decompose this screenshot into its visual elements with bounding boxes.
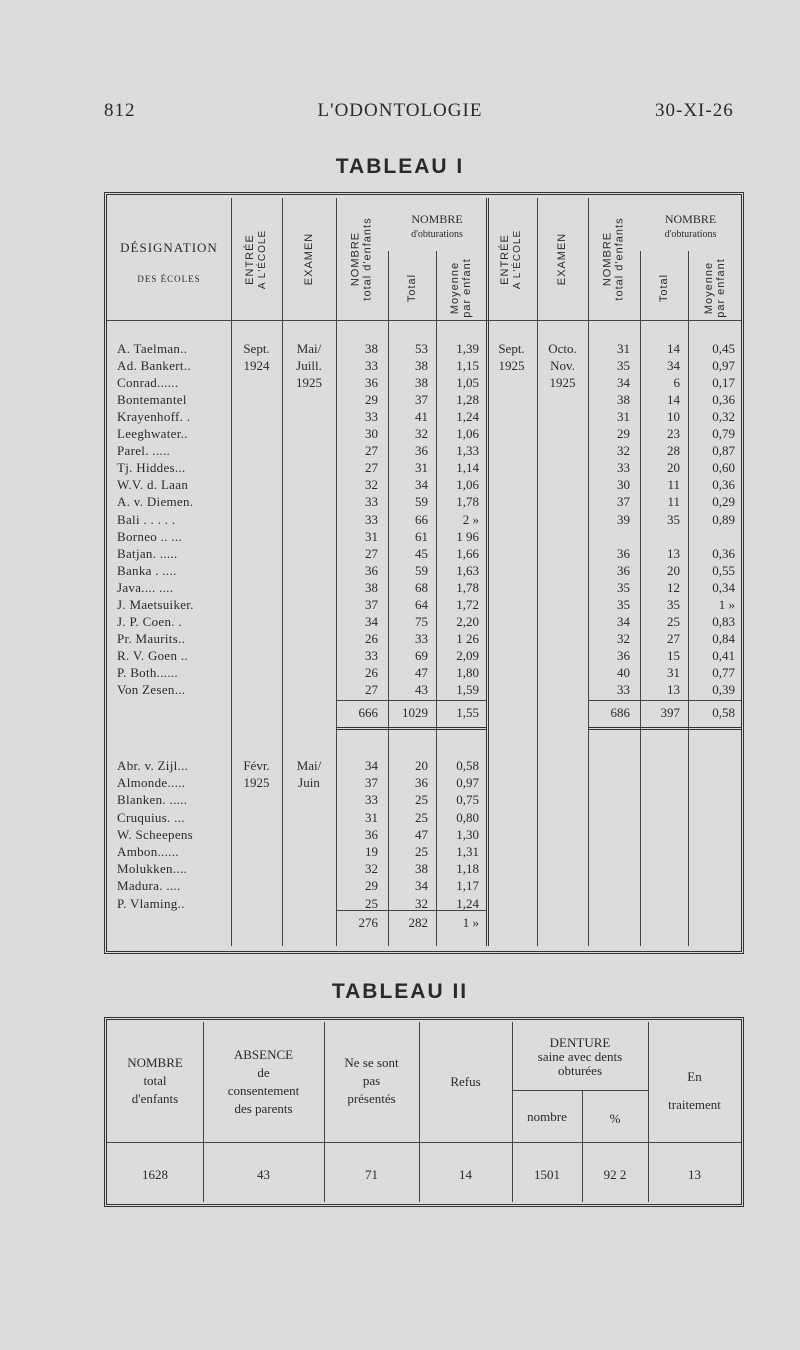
table-cell: 38 (617, 392, 630, 408)
tableau2-value: 43 (257, 1167, 270, 1182)
table-cell: 0,39 (712, 682, 735, 697)
table-cell: 41 (415, 409, 428, 425)
table-cell: 27 (667, 630, 680, 646)
table-cell: 33 (365, 792, 378, 808)
table-cell: 32 (415, 426, 428, 442)
t2-header-pct: % (609, 1111, 621, 1126)
table-cell: 14 (667, 392, 680, 408)
journal-title: L'ODONTOLOGIE (317, 100, 483, 121)
t2-header-absence: ABSENCE de consentement des parents (227, 1047, 300, 1116)
table-cell: 47 (415, 664, 428, 680)
table-cell: 0,83 (712, 613, 735, 629)
table-cell: 1 96 (456, 528, 479, 544)
table-cell: 61 (415, 528, 428, 544)
header-designation: DÉSIGNATION (120, 240, 218, 255)
header-moyenne-2: Moyenne par enfant (702, 258, 727, 318)
page-number: 812 (104, 100, 136, 121)
table-cell: 0,75 (456, 792, 479, 808)
t2-header-presentes: Ne se sont pas présentés (344, 1055, 399, 1106)
total-cell: 1,55 (456, 705, 479, 720)
table-cell: 20 (667, 562, 680, 578)
table-cell: 38 (415, 358, 428, 374)
table-cell: 32 (365, 477, 378, 493)
table-cell: 0,87 (712, 443, 735, 459)
tableau2-value: 1628 (142, 1167, 168, 1182)
table-cell: 0,55 (712, 562, 735, 578)
header-total-1: Total (406, 273, 418, 303)
table-cell: 37 (617, 494, 630, 510)
table-cell: 0,79 (712, 426, 735, 442)
tableau2-value: 1501 (534, 1167, 560, 1182)
table-cell: 69 (415, 647, 428, 663)
table-cell: 39 (617, 511, 630, 527)
table-cell: 36 (617, 562, 630, 578)
table-cell: 36 (365, 826, 378, 842)
table-cell: 23 (667, 426, 680, 442)
table-cell: 1,78 (456, 579, 479, 595)
table-cell: 1,05 (456, 375, 479, 391)
table-cell: 32 (617, 630, 630, 646)
table-cell: 0,97 (456, 775, 479, 791)
table-cell: 13 (667, 545, 680, 561)
table-cell: 1,15 (456, 358, 479, 374)
school-name: Almonde..... (117, 775, 186, 791)
table-cell: 0,29 (712, 494, 735, 510)
table-cell: 37 (365, 596, 378, 612)
table-cell: 33 (617, 682, 630, 697)
table-cell: 0,77 (712, 664, 735, 680)
school-name: Borneo .. ... (117, 528, 182, 544)
table-cell: 38 (365, 579, 378, 595)
table-cell: 35 (617, 579, 630, 595)
g1-entree-2: Sept. 1925 (498, 341, 525, 373)
school-name: Tj. Hiddes... (117, 460, 186, 476)
school-name: Java.... .... (117, 579, 174, 595)
table-cell: 1,30 (456, 826, 479, 842)
total-cell: 0,58 (712, 705, 735, 720)
table-cell: 0,80 (456, 809, 479, 825)
header-total-2: Total (658, 273, 670, 303)
table-cell: 0,84 (712, 630, 735, 646)
table-cell: 40 (617, 664, 630, 680)
table-cell: 33 (365, 647, 378, 663)
g1-examen-1: Mai/ Juill. 1925 (296, 341, 322, 390)
table-cell: 36 (617, 545, 630, 561)
table-cell: 0,97 (712, 358, 735, 374)
table-cell: 1,80 (456, 664, 479, 680)
table-cell: 1,66 (456, 545, 479, 561)
table-cell: 34 (617, 375, 630, 391)
header-entree-1: ENTRÉE A L'ÉCOLE (244, 229, 268, 289)
header-nombre-2: NOMBRE total d'enfants (602, 217, 626, 301)
school-name: W. Scheepens (117, 826, 194, 842)
table-cell: 1,78 (456, 494, 479, 510)
header-nombre-1: NOMBRE total d'enfants (350, 217, 374, 301)
table-cell: 19 (365, 844, 378, 859)
table-cell: 31 (415, 460, 428, 476)
table-cell: 34 (617, 613, 630, 629)
table-cell: 27 (365, 460, 378, 476)
table-cell: 25 (415, 844, 428, 859)
g1-entree-1: Sept. 1924 (243, 341, 270, 373)
t2-header-traitement: En traitement (668, 1069, 721, 1112)
t2-header-denture: DENTURE saine avec dents obturées (537, 1035, 623, 1078)
table-cell: 1,17 (456, 878, 479, 894)
table-cell: 0,89 (712, 511, 735, 527)
table-cell: 0,34 (712, 579, 735, 595)
table-cell: 12 (667, 579, 680, 595)
header-moyenne-1: Moyenne par enfant (449, 258, 474, 318)
table-cell: 33 (365, 494, 378, 510)
table-cell: 75 (415, 613, 428, 629)
table-cell: 0,32 (712, 409, 735, 425)
t2-header-refus: Refus (450, 1074, 481, 1089)
header-obturations-2: NOMBRE d'obturations (664, 212, 717, 240)
tableau2-title: TABLEAU II (331, 980, 469, 1003)
table-cell: 33 (365, 358, 378, 374)
table-cell: 47 (415, 826, 428, 842)
school-name: Bali . . . . . (117, 511, 176, 527)
g2-entree-1: Févr. 1925 (243, 758, 270, 790)
table-cell: 35 (617, 596, 630, 612)
table-cell: 13 (667, 682, 680, 697)
table-cell: 31 (617, 409, 630, 425)
table-cell: 33 (365, 409, 378, 425)
table-cell: 1,24 (456, 895, 479, 911)
school-name: P. Both...... (117, 664, 178, 680)
table-cell: 1,72 (456, 596, 479, 612)
table-cell: 0,45 (712, 341, 735, 356)
table-cell: 1,06 (456, 477, 479, 493)
total-cell: 1029 (402, 705, 428, 720)
school-name: Cruquius. ... (117, 809, 185, 825)
table-cell: 0,58 (456, 758, 479, 773)
school-name: Batjan. ..... (117, 545, 178, 561)
table-cell: 36 (617, 647, 630, 663)
header-entree-2: ENTRÉE A L'ÉCOLE (499, 229, 523, 289)
table-cell: 1 26 (456, 630, 479, 646)
school-name: A. v. Diemen. (117, 494, 194, 510)
table-cell: 35 (617, 358, 630, 374)
table-cell: 36 (365, 562, 378, 578)
table-cell: 38 (365, 341, 378, 356)
table-cell: 36 (415, 443, 428, 459)
header-examen-1: EXAMEN (303, 232, 315, 286)
table-cell: 2 » (462, 511, 479, 527)
table-cell: 34 (667, 358, 680, 374)
school-name: J. Maetsuiker. (117, 596, 194, 612)
table-cell: 1,06 (456, 426, 479, 442)
school-name: R. V. Goen .. (117, 647, 188, 663)
school-name: Ad. Bankert.. (117, 358, 191, 374)
table-cell: 32 (415, 895, 428, 911)
table-cell: 14 (667, 341, 680, 356)
table-cell: 2,20 (456, 613, 479, 629)
table-cell: 34 (365, 758, 378, 773)
table-cell: 64 (415, 596, 428, 612)
table-cell: 25 (667, 613, 680, 629)
school-name: P. Vlaming.. (117, 895, 185, 911)
table-cell: 31 (365, 809, 378, 825)
table-cell: 59 (415, 562, 428, 578)
table-cell: 1,14 (456, 460, 479, 476)
school-name: Conrad...... (117, 375, 179, 391)
g1-examen-2: Octo. Nov. 1925 (548, 341, 577, 390)
table-cell: 30 (365, 426, 378, 442)
table-cell: 30 (617, 477, 630, 493)
table-cell: 32 (365, 861, 378, 877)
table-cell: 10 (667, 409, 680, 425)
table-cell: 0,36 (712, 477, 735, 493)
table-cell: 33 (617, 460, 630, 476)
total-cell: 1 » (462, 915, 479, 930)
t2-header-nombre-sub: nombre (527, 1109, 567, 1124)
school-name: Abr. v. Zijl... (117, 758, 189, 773)
table-cell: 33 (415, 630, 428, 646)
t2-header-nombre: NOMBRE total d'enfants (127, 1055, 183, 1106)
table-cell: 6 (673, 375, 680, 391)
table-cell: 36 (415, 775, 428, 791)
school-name: W.V. d. Laan (117, 477, 189, 493)
table-cell: 27 (365, 443, 378, 459)
table-cell: 27 (365, 545, 378, 561)
school-name: Bontemantel (117, 392, 187, 408)
table-cell: 1,63 (456, 562, 479, 578)
school-name: Ambon...... (117, 844, 179, 859)
table-cell: 33 (365, 511, 378, 527)
table-cell: 26 (365, 630, 378, 646)
header-des-ecoles: DES ÉCOLES (137, 274, 201, 284)
table-cell: 38 (415, 375, 428, 391)
table-cell: 20 (415, 758, 428, 773)
table-cell: 0,36 (712, 392, 735, 408)
table-cell: 29 (365, 392, 378, 408)
table-cell: 1,18 (456, 861, 479, 877)
tableau2-value: 13 (688, 1167, 701, 1182)
school-name: Molukken.... (117, 861, 188, 877)
table-cell: 31 (365, 528, 378, 544)
header-examen-2: EXAMEN (556, 232, 569, 286)
total-cell: 282 (408, 915, 428, 930)
tableau2-value: 14 (459, 1167, 472, 1182)
school-name: Von Zesen... (117, 682, 186, 697)
table-cell: 53 (415, 341, 428, 356)
table-cell: 45 (415, 545, 428, 561)
tableau2-value: 71 (365, 1167, 378, 1182)
table-cell: 34 (415, 878, 428, 894)
school-name: Banka . .... (117, 562, 177, 578)
table-cell: 35 (667, 511, 680, 527)
table-cell: 27 (365, 682, 378, 697)
table-cell: 28 (667, 443, 680, 459)
table-cell: 31 (617, 341, 630, 356)
table-cell: 11 (667, 477, 680, 493)
table-cell: 0,41 (712, 647, 735, 663)
table-cell: 66 (415, 511, 428, 527)
table-cell: 0,36 (712, 545, 735, 561)
table-cell: 1,59 (456, 682, 479, 697)
table-cell: 59 (415, 494, 428, 510)
table-cell: 35 (667, 596, 680, 612)
table-cell: 38 (415, 861, 428, 877)
school-name: Pr. Maurits.. (117, 630, 186, 646)
school-name: Leeghwater.. (117, 426, 188, 442)
table-cell: 0,17 (712, 375, 735, 391)
table-cell: 1,33 (456, 443, 479, 459)
tableau1-title: TABLEAU I (335, 155, 465, 178)
table-cell: 32 (617, 443, 630, 459)
table-cell: 25 (365, 895, 378, 911)
header-obturations-1: NOMBRE d'obturations (411, 212, 463, 240)
school-name: Krayenhoff. . (117, 409, 191, 425)
school-name: Blanken. ..... (117, 792, 188, 808)
table-cell: 25 (415, 792, 428, 808)
school-name: Madura. .... (117, 878, 181, 894)
table-cell: 25 (415, 809, 428, 825)
table-cell: 31 (667, 664, 680, 680)
issue-date: 30-XI-26 (655, 100, 734, 121)
tableau2-value: 92 2 (603, 1167, 627, 1182)
total-cell: 397 (660, 705, 680, 720)
table-cell: 29 (365, 878, 378, 894)
g2-examen-1: Mai/ Juin (296, 758, 322, 790)
table-cell: 34 (365, 613, 378, 629)
table-cell: 29 (617, 426, 630, 442)
table-cell: 1,24 (456, 409, 479, 425)
table-cell: 37 (415, 392, 428, 408)
school-name: Parel. ..... (117, 443, 171, 459)
table-cell: 0,60 (712, 460, 735, 476)
school-name: J. P. Coen. . (117, 613, 182, 629)
table-cell: 43 (415, 682, 428, 697)
table-cell: 68 (415, 579, 428, 595)
total-cell: 276 (358, 915, 378, 930)
table-cell: 37 (365, 775, 378, 791)
total-cell: 686 (610, 705, 630, 720)
table-cell: 1,28 (456, 392, 479, 408)
table-cell: 1,39 (456, 341, 479, 356)
table-cell: 20 (667, 460, 680, 476)
total-cell: 666 (358, 705, 378, 720)
table-cell: 11 (667, 494, 680, 510)
table-cell: 2,09 (456, 647, 479, 663)
school-name: A. Taelman.. (117, 341, 188, 356)
table-cell: 26 (365, 664, 378, 680)
table-cell: 15 (667, 647, 680, 663)
table-cell: 36 (365, 375, 378, 391)
table-cell: 1,31 (456, 844, 479, 859)
table-cell: 1 » (718, 596, 735, 612)
table-cell: 34 (415, 477, 428, 493)
